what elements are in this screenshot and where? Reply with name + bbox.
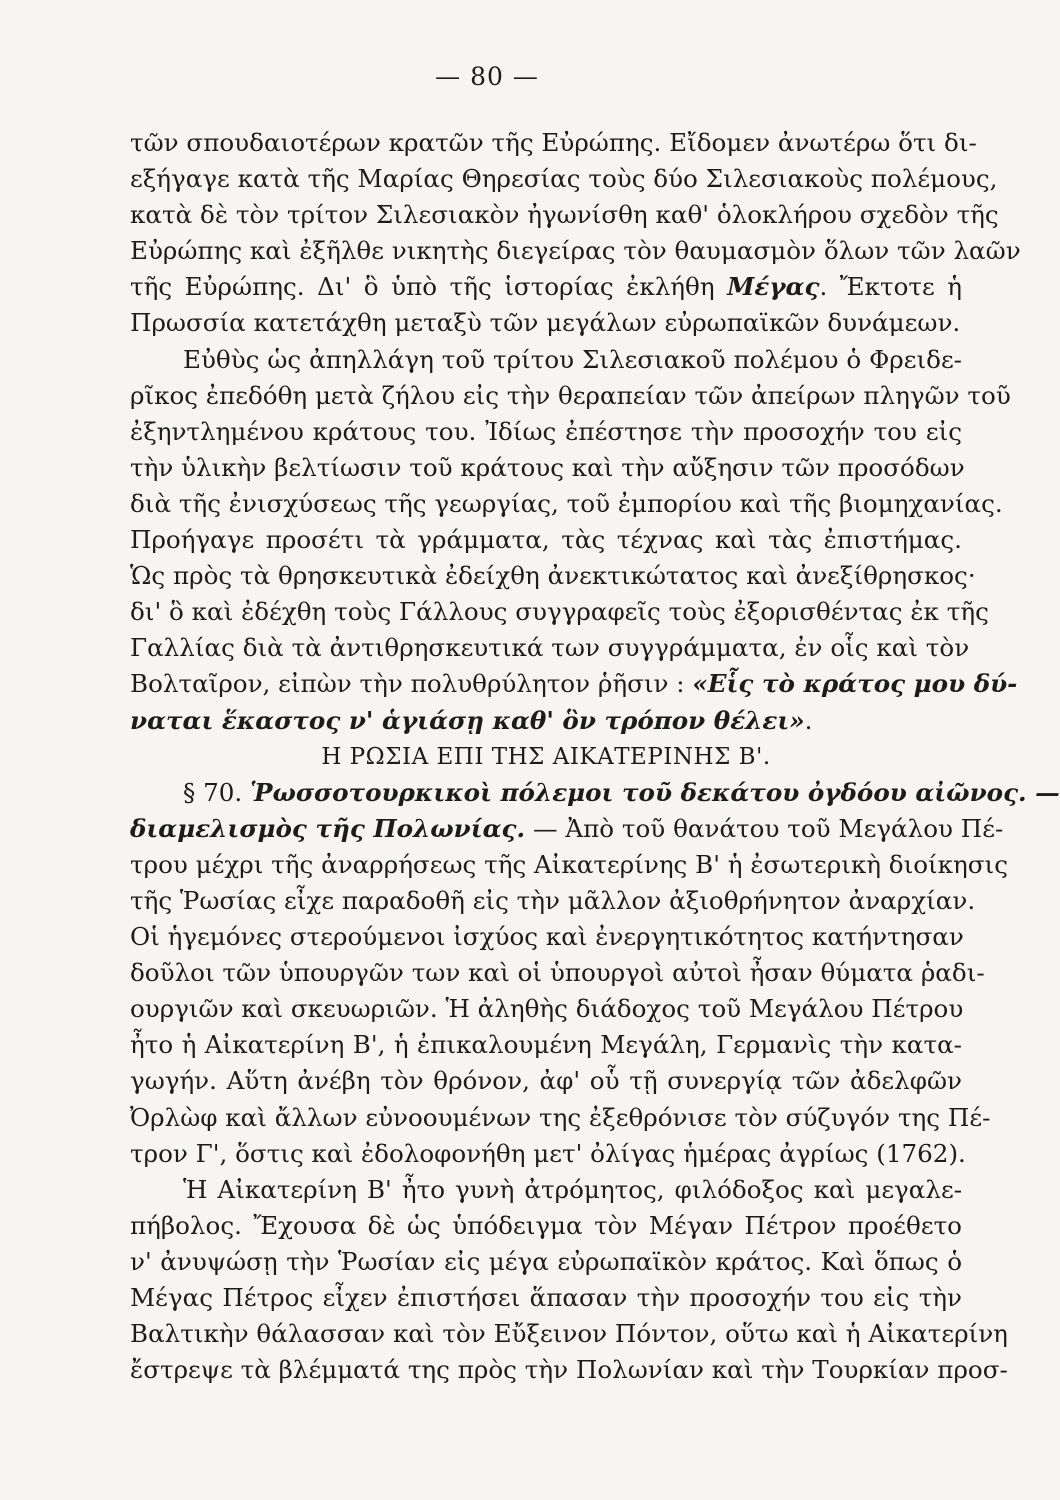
text-line: Εὐρώπης καὶ ἐξῆλθε νικητὴς διεγείρας τὸν θαυμασμὸν ὅλων τῶν λαῶν <box>130 236 1021 266</box>
section-title: διαμελισμὸς τῆς Πολωνίας. <box>130 813 526 843</box>
text-run: — Ἀπὸ τοῦ θανάτου τοῦ Μεγάλου Πέ- <box>532 813 1004 843</box>
text-line: ν' ἀνυψώσῃ τὴν Ῥωσίαν εἰς μέγα εὐρωπαϊκὸν κράτος. Καὶ ὅπως ὁ <box>130 1246 962 1276</box>
text-run: τῆς Εὐρώπης. Δι' ὃ ὑπὸ τῆς ἱστορίας ἐκλήθη <box>130 272 715 302</box>
section-heading: Η ΡΩΣΙΑ ΕΠΙ ΤΗΣ ΑΙΚΑΤΕΡΙΝΗΣ Β'. <box>321 743 771 770</box>
text-line: γωγήν. Αὕτη ἀνέβη τὸν θρόνον, ἀφ' οὗ τῇ συνεργίᾳ τῶν ἀδελφῶν <box>130 1066 962 1096</box>
text-line: εξήγαγε κατὰ τῆς Μαρίας Θηρεσίας τοὺς δύο Σιλεσιακοὺς πολέμους, <box>130 164 998 194</box>
section-title: Ῥωσσοτουρκικοὶ πόλεμοι τοῦ δεκάτου ὀγδόου αἰῶνος. — <box>250 777 1060 807</box>
text-line: ρῖκος ἐπεδόθη μετὰ ζήλου εἰς τὴν θεραπείαν τῶν ἀπείρων πληγῶν τοῦ <box>130 380 1011 410</box>
text-run: . Ἔκτοτε ἡ <box>819 272 962 302</box>
text-line <box>130 666 1018 702</box>
page-number: — 80 — <box>435 62 539 91</box>
quote-emphasis: ναται ἕκαστος ν' ἁγιάσῃ καθ' ὃν τρόπον θέλει» <box>130 705 805 735</box>
text-run: Βολταῖρον, εἰπὼν τὴν πολυθρύλητον ῥῆσιν : <box>130 669 685 699</box>
emphasis-megas: Μέγας <box>727 272 820 302</box>
text-line: ἐξηντλημένου κράτους του. Ἰδίως ἐπέστησε τὴν προσοχήν του εἰς <box>130 416 962 446</box>
text-line: τῶν σπουδαιοτέρων κρατῶν τῆς Εὐρώπης. Εἴδομεν ἀνωτέρω ὅτι δι- <box>130 128 977 157</box>
text-line: Βαλτικὴν θάλασσαν καὶ τὸν Εὔξεινον Πόντον, οὕτω καὶ ἡ Αἰκατερίνη <box>130 1319 1008 1349</box>
text-line: Μέγας Πέτρος εἶχεν ἐπιστήσει ἅπασαν τὴν προσοχήν του εἰς τὴν <box>130 1283 962 1312</box>
text-line <box>130 269 962 305</box>
text-run: . <box>804 705 813 735</box>
text-line <box>130 811 1004 847</box>
text-line: κατὰ δὲ τὸν τρίτον Σιλεσιακὸν ἠγωνίσθη καθ' ὁλοκλήρου σχεδὸν τῆς <box>130 200 999 230</box>
text-line: Πρωσσία κατετάχθη μεταξὺ τῶν μεγάλων εὐρωπαϊκῶν δυνάμεων. <box>130 308 961 338</box>
text-line: τὴν ὑλικὴν βελτίωσιν τοῦ κράτους καὶ τὴν αὔξησιν τῶν προσόδων <box>130 452 965 482</box>
text-line: τῆς Ῥωσίας εἶχε παραδοθῆ εἰς τὴν μᾶλλον ἀξιοθρήνητον ἀναρχίαν. <box>130 885 976 915</box>
text-line: δι' ὃ καὶ ἐδέχθη τοὺς Γάλλους συγγραφεῖς τοὺς ἐξορισθέντας ἐκ τῆς <box>130 597 989 627</box>
text-line: δοῦλοι τῶν ὑπουργῶν των καὶ οἱ ὑπουργοὶ αὐτοὶ ἦσαν θύματα ῥαδι- <box>130 958 985 988</box>
text-line: Ὀρλὼφ καὶ ἄλλων εὐνοουμένων της ἐξεθρόνισε τὸν σύζυγόν της Πέ- <box>130 1102 991 1132</box>
text-line: Ὡς πρὸς τὰ θρησκευτικὰ ἐδείχθη ἀνεκτικώτατος καὶ ἀνεξίθρησκος· <box>130 561 976 591</box>
section-number: § 70. <box>183 777 243 807</box>
text-line <box>130 775 1060 811</box>
text-line: ἔστρεψε τὰ βλέμματά της πρὸς τὴν Πολωνίαν καὶ τὴν Τουρκίαν προσ- <box>130 1355 1008 1385</box>
text-line: ουργιῶν καὶ σκευωριῶν. Ἡ ἀληθὴς διάδοχος τοῦ Μεγάλου Πέτρου <box>130 994 964 1024</box>
text-line: Προήγαγε προσέτι τὰ γράμματα, τὰς τέχνας καὶ τὰς ἐπιστήμας. <box>130 525 962 555</box>
text-line: Γαλλίας διὰ τὰ ἀντιθρησκευτικά των συγγράμματα, ἐν οἷς καὶ τὸν <box>130 633 970 663</box>
text-line: πήβολος. Ἔχουσα δὲ ὡς ὑπόδειγμα τὸν Μέγαν Πέτρον προέθετο <box>130 1210 962 1240</box>
text-line: τρον Γ', ὅστις καὶ ἐδολοφονήθη μετ' ὀλίγας ἡμέρας ἀγρίως (1762). <box>130 1138 966 1168</box>
text-line: ἦτο ἡ Αἰκατερίνη Β', ἡ ἐπικαλουμένη Μεγάλη, Γερμανὶς τὴν κατα- <box>130 1030 962 1060</box>
quote-emphasis: «Εἷς τὸ κράτος μου δύ- <box>692 669 1018 699</box>
text-line: διὰ τῆς ἐνισχύσεως τῆς γεωργίας, τοῦ ἐμπορίου καὶ τῆς βιομηχανίας. <box>130 488 1003 518</box>
text-line <box>130 703 962 739</box>
text-line: τρου μέχρι τῆς ἀναρρήσεως τῆς Αἰκατερίνης Β' ἡ ἐσωτερικὴ διοίκησις <box>130 849 1008 879</box>
body-text <box>130 125 1060 1388</box>
text-line: Ἡ Αἰκατερίνη Β' ἦτο γυνὴ ἀτρόμητος, φιλόδοξος καὶ μεγαλε- <box>183 1174 962 1204</box>
text-line: Εὐθὺς ὡς ἀπηλλάγη τοῦ τρίτου Σιλεσιακοῦ πολέμου ὁ Φρειδε- <box>183 344 962 374</box>
text-line: Οἱ ἡγεμόνες στερούμενοι ἰσχύος καὶ ἐνεργητικότητος κατήντησαν <box>130 922 964 952</box>
